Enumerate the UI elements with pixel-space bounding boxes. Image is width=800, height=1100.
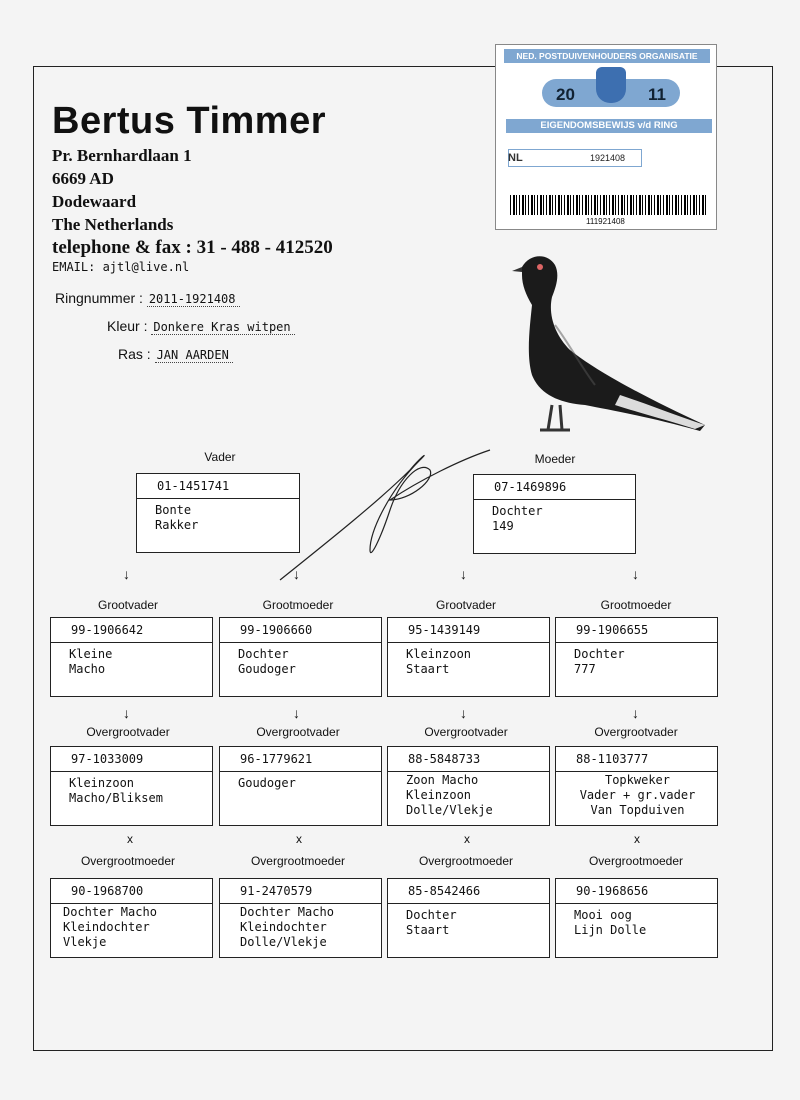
father-label: Vader [204,450,236,464]
arrow-down-icon: ↓ [123,566,130,582]
great-grandmother-desc-2: Dochter Macho Kleindochter Dolle/Vlekje [240,905,334,949]
grandparent-label-2: Grootmoeder [262,598,334,612]
owner-name: Bertus Timmer [52,100,327,142]
grandparent-desc-4: Dochter 777 [574,647,625,676]
arrow-down-icon: ↓ [460,705,467,721]
great-grandmother-ring-4: 90-1968656 [556,879,717,904]
great-grandfather-ring-2: 96-1779621 [220,747,381,772]
grandparent-desc-3: Kleinzoon Staart [406,647,472,676]
grandparent-ring-3: 95-1439149 [388,618,549,643]
great-grandmother-label-1: Overgrootmoeder [80,854,176,868]
ownership-certificate [495,44,717,230]
color-value: Donkere Kras witpen [151,320,294,335]
arrow-down-icon: ↓ [632,705,639,721]
owner-country: The Netherlands [52,215,174,234]
great-grandmother-desc-3: Dochter Staart [406,908,457,937]
grandparent-ring-2: 99-1906660 [220,618,381,643]
great-grandfather-ring-4: 88-1103777 [556,747,717,772]
ring-number-value: 2011-1921408 [147,292,240,307]
mother-ring: 07-1469896 [474,475,635,500]
great-grandmother-box-1 [50,878,213,958]
great-grandfather-box-4 [555,746,718,826]
owner-street: Pr. Bernhardlaan 1 [52,146,192,165]
grandparent-box-3 [387,617,550,697]
great-grandmother-ring-1: 90-1968700 [51,879,212,904]
mother-label: Moeder [534,452,576,466]
great-grandfather-desc-3: Zoon Macho Kleinzoon Dolle/Vlekje [406,773,493,817]
arrow-down-icon: ↓ [632,566,639,582]
grandparent-box-1 [50,617,213,697]
father-desc: Bonte Rakker [155,503,199,532]
great-grandfather-box-3 [387,746,550,826]
great-grandfather-box-2 [219,746,382,826]
certificate-barcode-number: 111921408 [586,217,625,226]
great-grandfather-ring-3: 88-5848733 [388,747,549,772]
barcode-icon [510,195,706,215]
great-grandmother-box-4 [555,878,718,958]
great-grandmother-box-2 [219,878,382,958]
grandparent-ring-1: 99-1906642 [51,618,212,643]
father-box [136,473,300,553]
great-grandmother-label-4: Overgrootmoeder [588,854,684,868]
great-grandfather-box-1 [50,746,213,826]
great-grandfather-label-1: Overgrootvader [86,725,170,739]
lion-emblem-icon [596,67,626,103]
great-grandfather-ring-1: 97-1033009 [51,747,212,772]
great-grandfather-label-3: Overgrootvader [424,725,508,739]
cross-mark: x [296,832,302,846]
arrow-down-icon: ↓ [293,566,300,582]
great-grandmother-desc-1: Dochter Macho Kleindochter Vlekje [63,905,157,949]
mother-desc: Dochter 149 [492,504,543,533]
certificate-year-left: 20 [556,85,575,104]
great-grandmother-label-2: Overgrootmoeder [250,854,346,868]
owner-email: EMAIL: ajtl@live.nl [52,260,190,274]
owner-postcode: 6669 AD [52,169,114,188]
certificate-org: NED. POSTDUIVENHOUDERS ORGANISATIE [504,49,710,63]
certificate-ring: 1921408 [590,153,626,163]
great-grandmother-label-3: Overgrootmoeder [418,854,514,868]
certificate-year-right: 11 [648,85,666,104]
great-grandmother-ring-2: 91-2470579 [220,879,381,904]
grandparent-label-4: Grootmoeder [600,598,672,612]
owner-phone: telephone & fax : 31 - 488 - 412520 [52,237,333,258]
cross-mark: x [127,832,133,846]
grandparent-box-4 [555,617,718,697]
father-ring: 01-1451741 [137,474,299,499]
certificate-title: EIGENDOMSBEWIJS v/d RING [506,119,712,133]
arrow-down-icon: ↓ [460,566,467,582]
ring-number-field [55,290,240,306]
owner-city: Dodewaard [52,192,137,211]
mother-box [473,474,636,554]
certificate-country: NL [508,152,523,164]
grandparent-desc-2: Dochter Goudoger [238,647,296,676]
grandparent-box-2 [219,617,382,697]
pigeon-photo [500,245,710,445]
cross-mark: x [634,832,640,846]
grandparent-ring-4: 99-1906655 [556,618,717,643]
great-grandmother-box-3 [387,878,550,958]
great-grandfather-label-4: Overgrootvader [594,725,678,739]
great-grandmother-ring-3: 85-8542466 [388,879,549,904]
breed-label: Ras : [118,346,151,362]
grandparent-label-3: Grootvader [435,598,497,612]
ring-number-label: Ringnummer : [55,290,143,306]
cross-mark: x [464,832,470,846]
breed-value: JAN AARDEN [155,348,233,363]
color-field [107,318,295,334]
great-grandfather-desc-2: Goudoger [238,776,296,790]
grandparent-desc-1: Kleine Macho [69,647,113,676]
arrow-down-icon: ↓ [293,705,300,721]
great-grandfather-desc-1: Kleinzoon Macho/Bliksem [69,776,163,805]
grandparent-label-1: Grootvader [97,598,159,612]
color-label: Kleur : [107,318,148,334]
breed-field [118,346,233,362]
arrow-down-icon: ↓ [123,705,130,721]
great-grandfather-desc-4: Topkweker Vader + gr.vader Van Topduiven [579,773,696,817]
great-grandfather-label-2: Overgrootvader [256,725,340,739]
great-grandmother-desc-4: Mooi oog Lijn Dolle [574,908,647,937]
